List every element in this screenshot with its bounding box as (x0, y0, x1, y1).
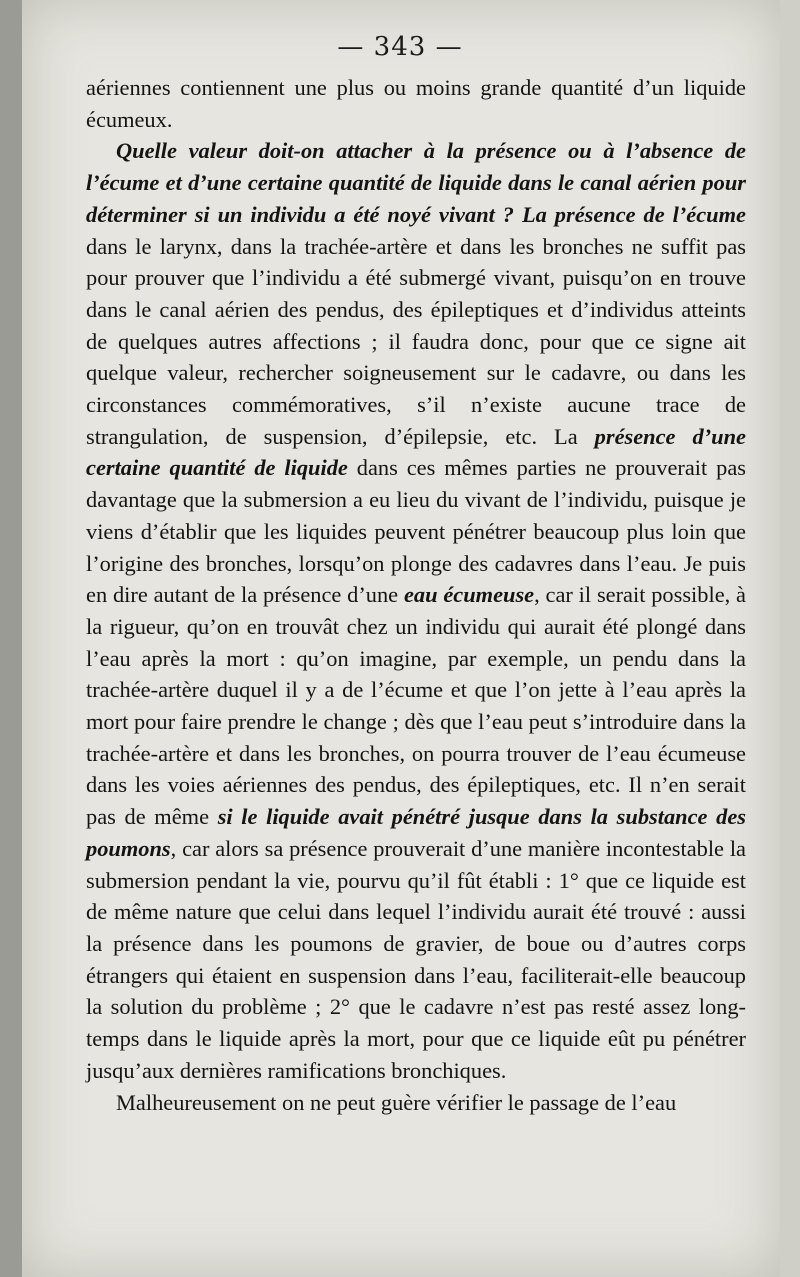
page-number: — 343 — (337, 32, 463, 62)
italic-text-segment: si le liquide avait pénétré jusque dans la substance des poumons (86, 804, 746, 861)
paragraph (86, 72, 746, 135)
text-segment: Malheureusement on ne peut guère vérifier le passage de l’eau (116, 1089, 677, 1115)
page-body-text (86, 72, 746, 1118)
text-segment: dans ces mêmes parties ne prouverait pas davantage que la submersion a eu lieu du vivant de l’individu, puisque je viens d’établir que les liquides peuvent pénétrer beaucoup plus loin que l’origine des bronches, lorsqu’on plonge des cadavres dans l’eau. Je puis en dire autant de la présence d’une (86, 455, 746, 608)
paragraph (86, 1087, 746, 1119)
text-segment: dans le larynx, dans la trachée-artère et dans les bronches ne suffit pas pour prouver que l’individu a été submergé vivant, puisqu’on en trouve dans le canal aérien des pendus, des épileptiques et d’individus atteints de quelques autres affections ; il faudra donc, pour que ce signe ait quelque valeur, rechercher soigneusement sur le cadavre, ou dans les circonstances commémoratives, s’il n’existe aucune trace de strangulation, de suspension, d’épilepsie, etc. La (86, 233, 746, 449)
text-segment: , car il serait possible, à la rigueur, qu’on en trouvât chez un individu qui aurait été plongé dans l’eau après la mort : qu’on imagine, par exemple, un pendu dans la trachée-artère duquel il y a de l’écume et que l’on jette à l’eau après la mort pour faire prendre le change ; dès que l’eau peut s’introduire dans la trachée-artère et dans les bronches, on pourra trouver de l’eau écumeuse dans les voies aériennes des pendus, des épileptiques, etc. Il n’en serait pas de même (86, 582, 746, 830)
text-segment (514, 202, 522, 227)
italic-text-segment: La présence de l’écume (521, 201, 746, 227)
text-segment: , car alors sa présence prouverait d’une manière incontestable la submersion pendant la vie, pourvu qu’il fût établi : 1° que ce liquide est de même nature que celui dans lequel l’individu aurait été trouvé : aussi la présence dans les poumons de gravier, de boue ou d’autres corps étrangers qui étaient en suspension dans l’eau, faciliterait-elle beaucoup la solution du problème ; 2° que le cadavre n’est pas resté assez long-temps dans le liquide après la mort, pour que ce liquide eût pu pénétrer jusqu’aux dernières ramifications bronchiques. (86, 835, 746, 1083)
italic-text-segment: eau écumeuse (403, 582, 535, 608)
italic-text-segment: Quelle valeur doit-on attacher à la présence ou à l’absence de l’écume et d’une certaine quantité de liquide dans le canal aérien pour déterminer si un individu a été noyé vivant ? (86, 138, 746, 227)
italic-text-segment: présence d’une certaine quantité de liquide (86, 423, 746, 481)
text-segment: aériennes contiennent une plus ou moins grande quantité d’un liquide écumeux. (86, 75, 746, 132)
paragraph (86, 135, 746, 1086)
scan-edge (780, 0, 800, 1277)
